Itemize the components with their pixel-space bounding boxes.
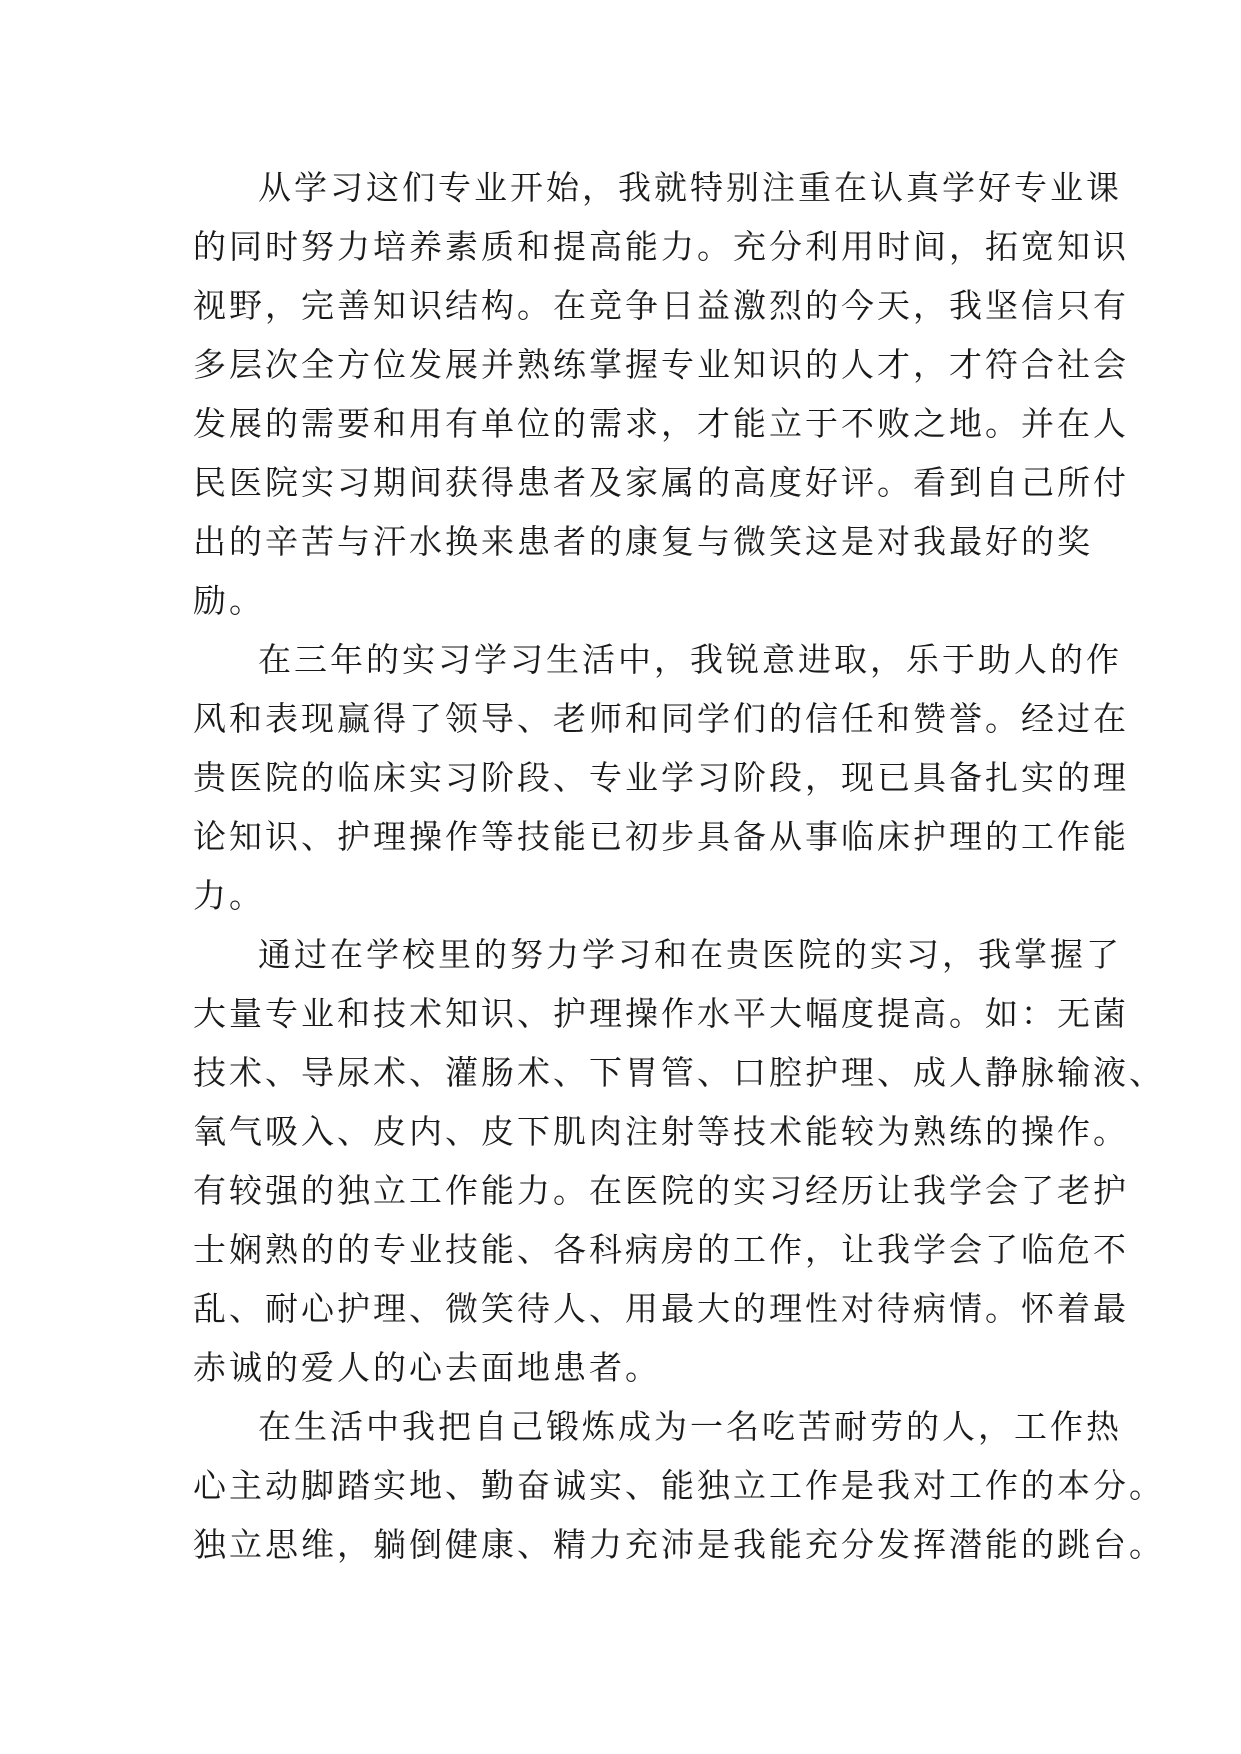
paragraph-2-line-3: 贵医院的临床实习阶段、专业学习阶段，现已具备扎实的理	[193, 758, 1129, 797]
paragraph-4-line-1: 在生活中我把自己锻炼成为一名吃苦耐劳的人，工作热	[258, 1407, 1122, 1446]
paragraph-1-line-7: 出的辛苦与汗水换来患者的康复与微笑这是对我最好的奖	[193, 522, 1093, 561]
paragraph-4-line-2: 心主动脚踏实地、勤奋诚实、能独立工作是我对工作的本分。	[193, 1466, 1165, 1505]
paragraph-3-line-8: 赤诚的爱人的心去面地患者。	[193, 1348, 661, 1387]
paragraph-3-line-5: 有较强的独立工作能力。在医院的实习经历让我学会了老护	[193, 1171, 1129, 1210]
paragraph-2-line-2: 风和表现赢得了领导、老师和同学们的信任和赞誉。经过在	[193, 699, 1129, 738]
paragraph-4-line-3: 独立思维，躺倒健康、精力充沛是我能充分发挥潜能的跳台。	[193, 1525, 1165, 1564]
paragraph-1-line-8: 励。	[193, 581, 265, 620]
paragraph-1-line-3: 视野，完善知识结构。在竞争日益激烈的今天，我坚信只有	[193, 286, 1129, 325]
paragraph-1-line-2: 的同时努力培养素质和提高能力。充分利用时间，拓宽知识	[193, 227, 1129, 266]
paragraph-1-line-6: 民医院实习期间获得患者及家属的高度好评。看到自己所付	[193, 463, 1129, 502]
paragraph-2-line-1: 在三年的实习学习生活中，我锐意进取，乐于助人的作	[258, 640, 1122, 679]
paragraph-1-line-4: 多层次全方位发展并熟练掌握专业知识的人才，才符合社会	[193, 345, 1129, 384]
paragraph-3-line-4: 氧气吸入、皮内、皮下肌肉注射等技术能较为熟练的操作。	[193, 1112, 1129, 1151]
paragraph-1-line-1: 从学习这们专业开始，我就特别注重在认真学好专业课	[258, 168, 1122, 207]
document-body	[193, 158, 1165, 1574]
paragraph-3-line-1: 通过在学校里的努力学习和在贵医院的实习，我掌握了	[258, 935, 1122, 974]
paragraph-2-line-5: 力。	[193, 876, 265, 915]
paragraph-3-line-6: 士娴熟的的专业技能、各科病房的工作，让我学会了临危不	[193, 1230, 1129, 1269]
paragraph-2-line-4: 论知识、护理操作等技能已初步具备从事临床护理的工作能	[193, 817, 1129, 856]
paragraph-3-line-7: 乱、耐心护理、微笑待人、用最大的理性对待病情。怀着最	[193, 1289, 1129, 1328]
paragraph-3-line-2: 大量专业和技术知识、护理操作水平大幅度提高。如：无菌	[193, 994, 1129, 1033]
paragraph-1-line-5: 发展的需要和用有单位的需求，才能立于不败之地。并在人	[193, 404, 1129, 443]
paragraph-3-line-3: 技术、导尿术、灌肠术、下胃管、口腔护理、成人静脉输液、	[193, 1053, 1165, 1092]
